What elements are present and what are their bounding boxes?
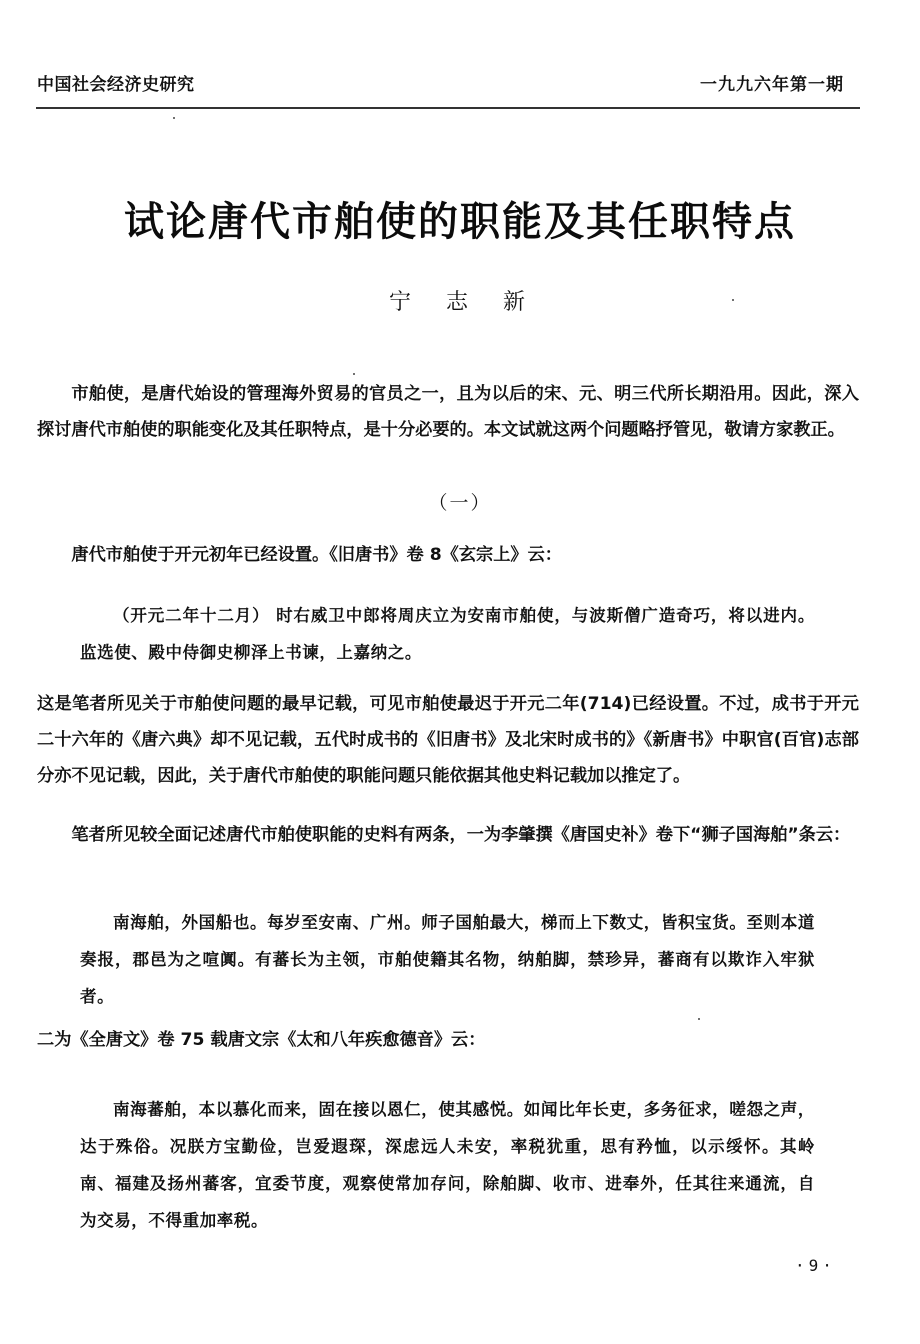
scan-speck bbox=[173, 117, 175, 119]
block-quote: 南海蕃舶，本以慕化而来，固在接以恩仁，使其感悦。如闻比年长吏，多务征求，嗟怨之声，达于殊俗。况朕方宝勤俭，岂爱遐琛，深虑远人未安，率税犹重，思有矜恤，以示绥怀。其岭南、福建及扬州蕃客，宜委节度，观察使常加存问，除舶脚、收市、进奉外，任其往来通流，自为交易，不得重加率税。 bbox=[80, 1100, 815, 1230]
block-quote: （开元二年十二月） 时右威卫中郎将周庆立为安南市舶使，与波斯僧广造奇巧，将以进内。监选使、殿中侍御史柳泽上书谏，上嘉纳之。 bbox=[80, 606, 815, 662]
article-title: 试论唐代市舶使的职能及其任职特点 bbox=[124, 199, 796, 245]
body-paragraph: 笔者所见较全面记述唐代市舶使职能的史料有两条，一为李肇撰《唐国史补》卷下“狮子国海舶”条云： bbox=[71, 825, 851, 845]
header-rule bbox=[36, 107, 860, 109]
section-heading: （一） bbox=[428, 492, 492, 514]
body-paragraph: 这是笔者所见关于市舶使问题的最早记载，可见市舶使最迟于开元二年(714)已经设置。不过，成书于开元二十六年的《唐六典》却不见记载，五代时成书的《旧唐书》及北宋时成书的》《新唐书》中职官(百官)志部分亦不见记载，因此，关于唐代市舶使的职能问题只能依据其他史料记载加以推定了。 bbox=[37, 694, 859, 786]
block-quote: 南海舶，外国船也。每岁至安南、广州。师子国舶最大，梯而上下数丈，皆积宝货。至则本道奏报，郡邑为之喧阗。有蕃长为主领，市舶使籍其名物，纳舶脚，禁珍异，蕃商有以欺诈入牢狱者。 bbox=[80, 913, 815, 1006]
running-header-journal: 中国社会经济史研究 bbox=[37, 75, 195, 95]
body-paragraph: 二为《全唐文》卷 75 载唐文宗《太和八年疾愈德音》云： bbox=[37, 1030, 486, 1050]
scan-speck bbox=[698, 1018, 700, 1020]
article-author: 宁 志 新 bbox=[389, 290, 539, 315]
running-header-issue: 一九九六年第一期 bbox=[700, 75, 844, 95]
scan-speck bbox=[732, 299, 734, 301]
page-number: ·9· bbox=[795, 1256, 836, 1275]
scan-speck bbox=[353, 373, 355, 375]
body-paragraph: 唐代市舶使于开元初年已经设置。《旧唐书》卷 8《玄宗上》云： bbox=[71, 545, 562, 565]
intro-paragraph: 市舶使，是唐代始设的管理海外贸易的官员之一，且为以后的宋、元、明三代所长期沿用。因此，深入探讨唐代市舶使的职能变化及其任职特点，是十分必要的。本文试就这两个问题略抒管见，敬请方家教正。 bbox=[37, 384, 859, 440]
